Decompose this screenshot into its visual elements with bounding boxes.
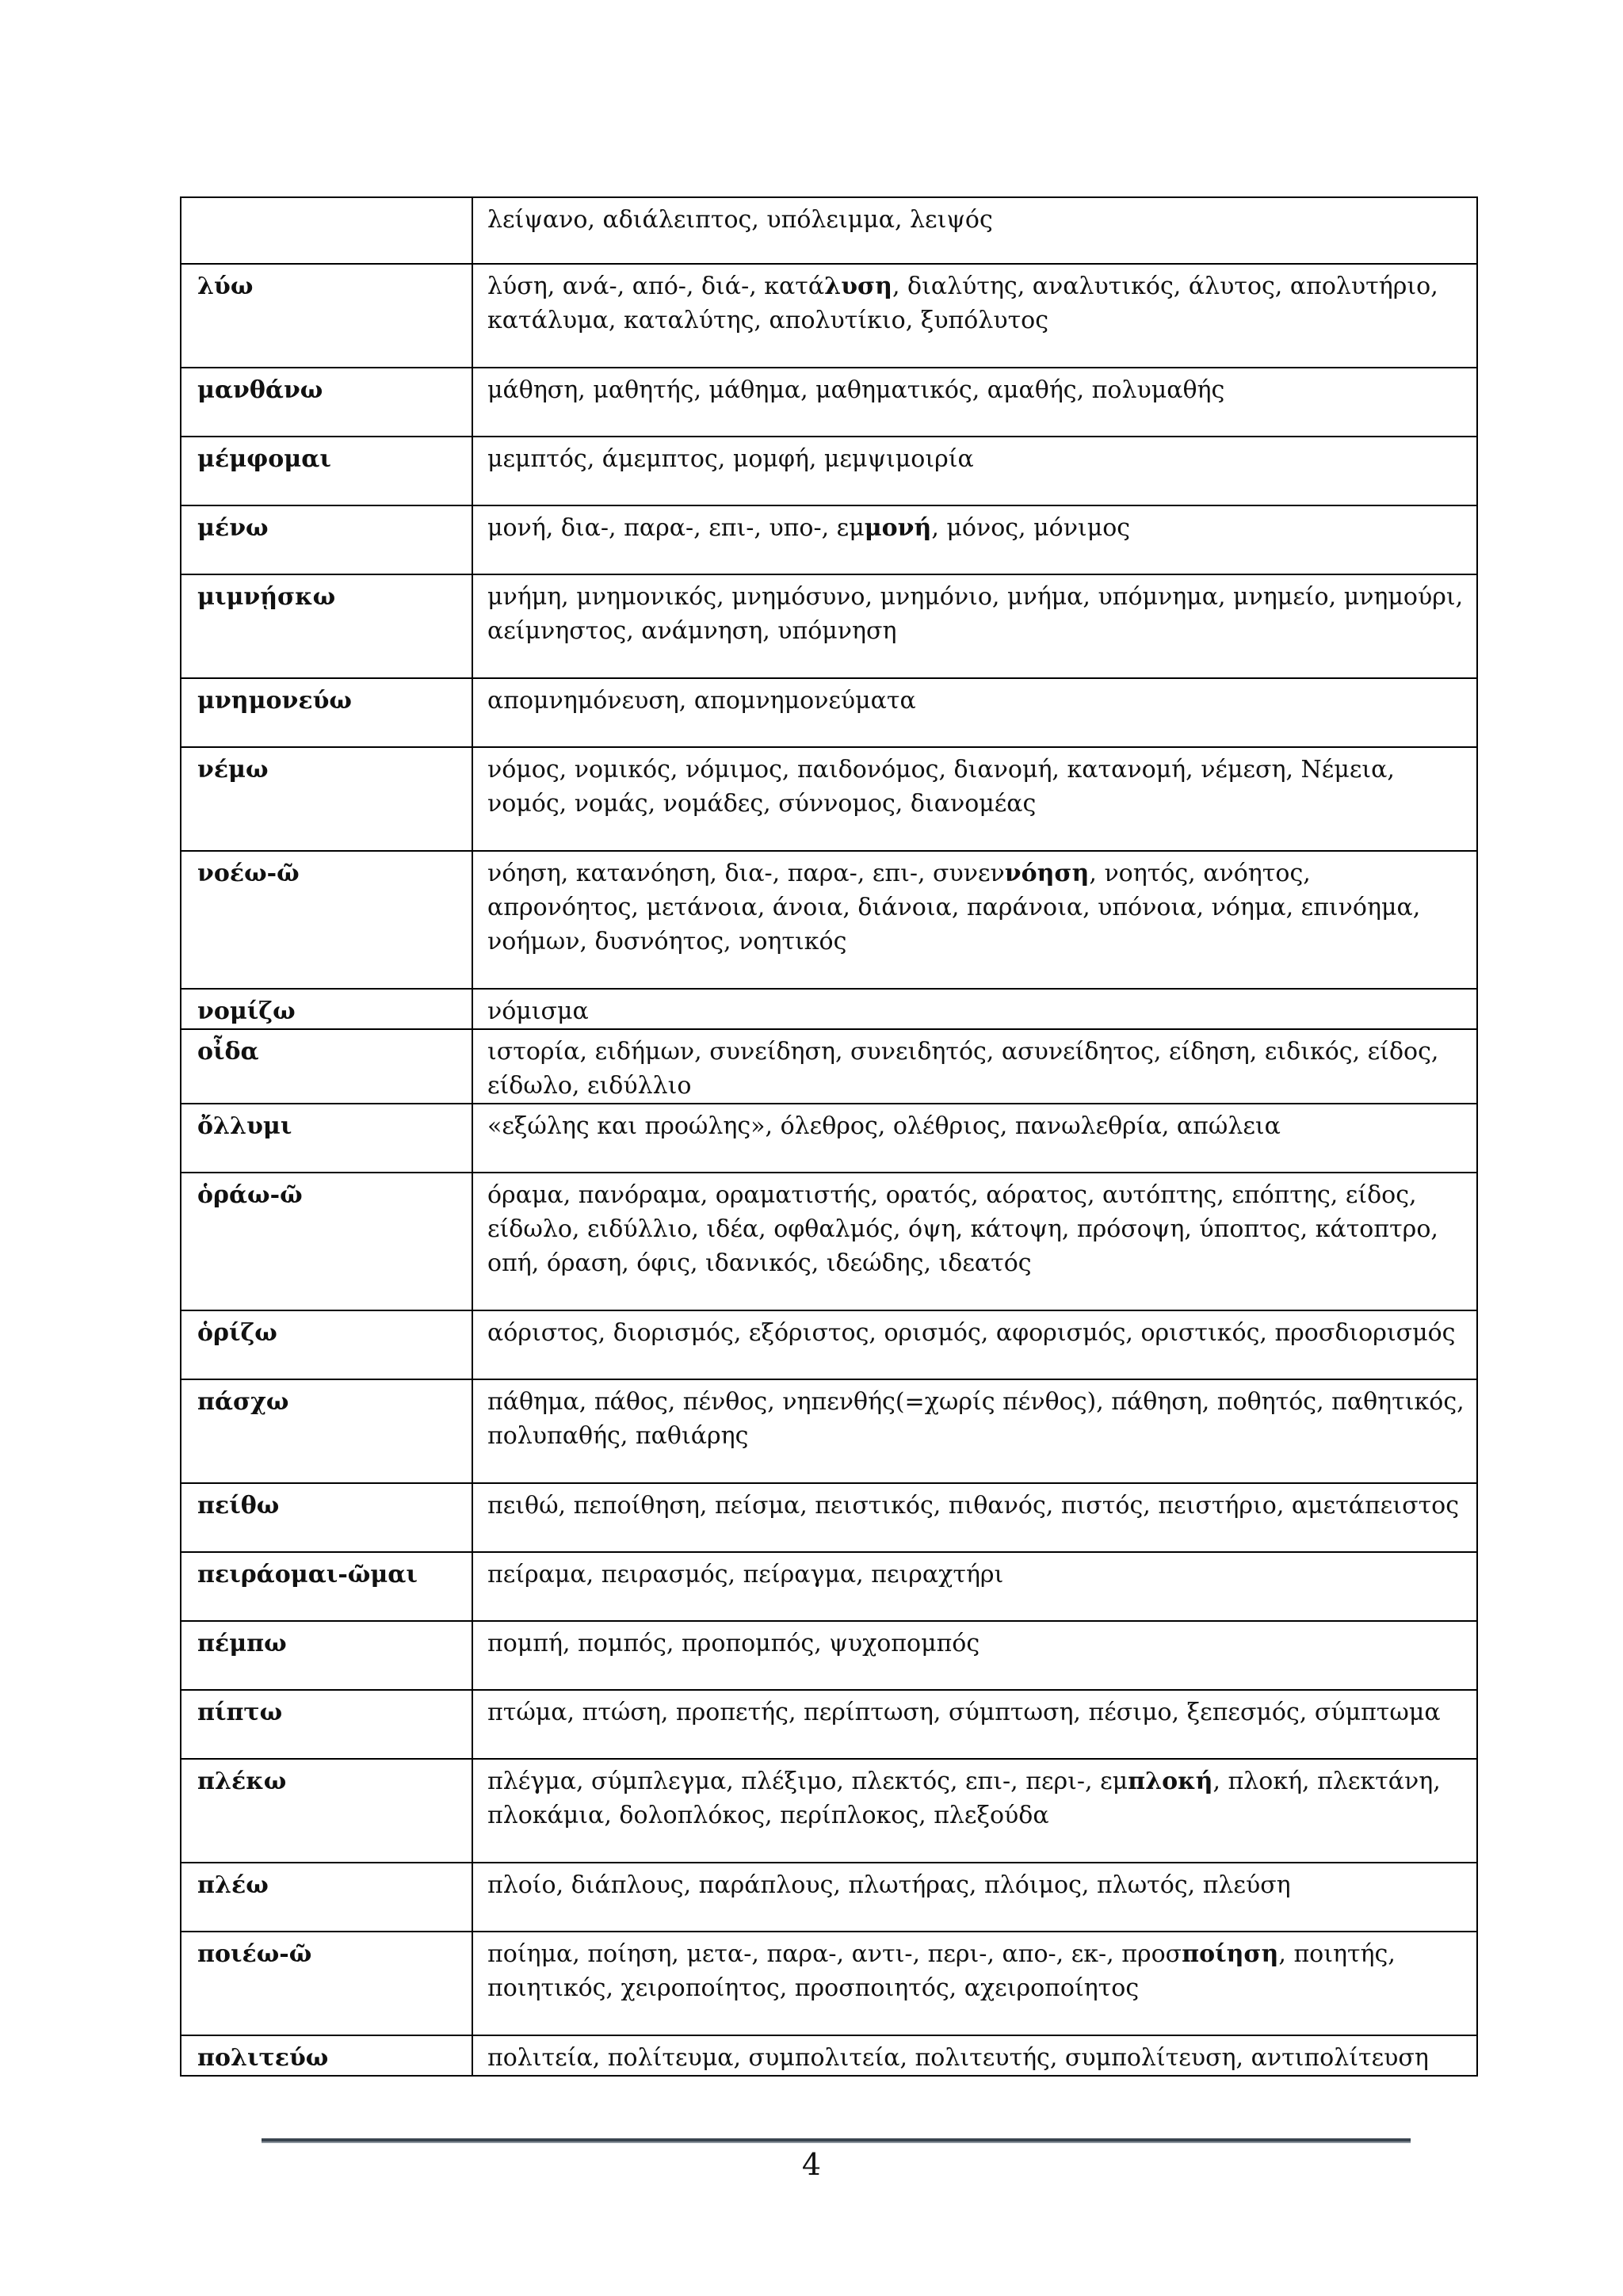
root-word-cell: πάσχω (181, 1379, 472, 1483)
vocabulary-table (180, 196, 1478, 2077)
highlighted-derivative: λυση (824, 273, 892, 300)
derivatives-text: λείψανο, αδιάλειπτος, υπόλειμμα, λειψός (487, 206, 993, 234)
derivatives-text: μνήμη, μνημονικός, μνημόσυνο, μνημόνιο, μνήμα, υπόμνημα, μνημείο, μνημούρι, αείμνηστος, ανάμνηση, υπόμνηση (487, 583, 1464, 645)
table-row (181, 1863, 1477, 1932)
root-word-cell: πειράομαι-ῶμαι (181, 1552, 472, 1621)
footer-rule (262, 2138, 1411, 2143)
root-word-cell: ποιέω-ῶ (181, 1932, 472, 2035)
derivatives-text: «εξώλης και προώλης», όλεθρος, ολέθριος, πανωλεθρία, απώλεια (487, 1112, 1281, 1140)
root-word-cell: πλέκω (181, 1759, 472, 1863)
derivatives-cell (472, 1863, 1477, 1932)
derivatives-text: πειθώ, πεποίθηση, πείσμα, πειστικός, πιθανός, πιστός, πειστήριο, αμετάπειστος (487, 1492, 1460, 1520)
derivatives-text: , διαλύτης, αναλυτικός, άλυτος, απολυτήριο, κατάλυμα, καταλύτης, απολυτίκιο, ξυπόλυτος (487, 273, 1438, 334)
derivatives-text: πλοίο, διάπλους, παράπλους, πλωτήρας, πλόιμος, πλωτός, πλεύση (487, 1871, 1291, 1899)
root-word-cell: λύω (181, 264, 472, 368)
table-row (181, 1310, 1477, 1379)
table-row (181, 368, 1477, 437)
derivatives-text: πλέγμα, σύμπλεγμα, πλέξιμο, πλεκτός, επι-, περι-, εμ (487, 1768, 1128, 1795)
page-number: 4 (801, 2147, 822, 2182)
derivatives-text: πείραμα, πειρασμός, πείραγμα, πειραχτήρι (487, 1561, 1004, 1589)
table-row (181, 437, 1477, 505)
root-word-cell: νομίζω (181, 989, 472, 1029)
root-word-cell: νοέω-ῶ (181, 851, 472, 989)
root-word-cell: πέμπω (181, 1621, 472, 1690)
derivatives-text: , ποιητής, ποιητικός, χειροποίητος, προσποιητός, αχειροποίητος (487, 1940, 1396, 2002)
derivatives-cell (472, 1310, 1477, 1379)
derivatives-cell (472, 437, 1477, 505)
table-row (181, 1759, 1477, 1863)
derivatives-text: πομπή, πομπός, προπομπός, ψυχοπομπός (487, 1630, 980, 1657)
derivatives-text: , μόνος, μόνιμος (931, 514, 1131, 542)
derivatives-text: λύση, ανά-, από-, διά-, κατά (487, 273, 825, 300)
root-word-cell: ὁράω-ῶ (181, 1173, 472, 1310)
derivatives-cell (472, 851, 1477, 989)
derivatives-text: νόηση, κατανόηση, δια-, παρα-, επι-, συνεν (487, 860, 1005, 887)
derivatives-cell (472, 1483, 1477, 1552)
table-row (181, 574, 1477, 678)
root-word-cell: πλέω (181, 1863, 472, 1932)
root-word-cell (181, 197, 472, 264)
derivatives-text: απομνημόνευση, απομνημονεύματα (487, 687, 916, 715)
highlighted-derivative: πλοκή (1128, 1768, 1213, 1795)
derivatives-cell (472, 747, 1477, 851)
derivatives-cell (472, 505, 1477, 574)
table-row (181, 1690, 1477, 1759)
root-word-cell: νέμω (181, 747, 472, 851)
root-word-cell: πείθω (181, 1483, 472, 1552)
root-word-cell: μανθάνω (181, 368, 472, 437)
table-row (181, 505, 1477, 574)
table-row (181, 851, 1477, 989)
derivatives-cell (472, 264, 1477, 368)
derivatives-text: πτώμα, πτώση, προπετής, περίπτωση, σύμπτωση, πέσιμο, ξεπεσμός, σύμπτωμα (487, 1699, 1441, 1726)
root-word-cell: πίπτω (181, 1690, 472, 1759)
derivatives-text: ποίημα, ποίηση, μετα-, παρα-, αντι-, περι-, απο-, εκ-, προσ (487, 1940, 1182, 1968)
derivatives-cell (472, 1173, 1477, 1310)
table-row (181, 264, 1477, 368)
root-word-cell: μέμφομαι (181, 437, 472, 505)
derivatives-cell (472, 1932, 1477, 2035)
derivatives-text: μεμπτός, άμεμπτος, μομφή, μεμψιμοιρία (487, 445, 974, 473)
table-row (181, 1379, 1477, 1483)
derivatives-cell (472, 1029, 1477, 1104)
derivatives-cell (472, 574, 1477, 678)
derivatives-cell (472, 368, 1477, 437)
root-word-cell: μιμνῄσκω (181, 574, 472, 678)
derivatives-cell (472, 989, 1477, 1029)
table-row (181, 2035, 1477, 2076)
derivatives-text: , νοητός, ανόητος, απρονόητος, μετάνοια, άνοια, διάνοια, παράνοια, υπόνοια, νόημα, επινόημα, νοήμων, δυσνόητος, νοητικός (487, 860, 1421, 955)
derivatives-cell (472, 197, 1477, 264)
derivatives-cell (472, 1621, 1477, 1690)
table-row (181, 678, 1477, 747)
derivatives-cell (472, 2035, 1477, 2076)
table-row (181, 1029, 1477, 1104)
derivatives-text: νόμισμα (487, 997, 589, 1025)
derivatives-cell (472, 1552, 1477, 1621)
derivatives-text: πάθημα, πάθος, πένθος, νηπενθής(=χωρίς πένθος), πάθηση, ποθητός, παθητικός, πολυπαθής, παθιάρης (487, 1388, 1465, 1450)
root-word-cell: ὄλλυμι (181, 1104, 472, 1173)
derivatives-text: αόριστος, διορισμός, εξόριστος, ορισμός, αφορισμός, οριστικός, προσδιορισμός (487, 1319, 1456, 1347)
derivatives-text: , πλοκή, πλεκτάνη, πλοκάμια, δολοπλόκος, περίπλοκος, πλεξούδα (487, 1768, 1441, 1829)
derivatives-text: όραμα, πανόραμα, οραματιστής, ορατός, αόρατος, αυτόπτης, επόπτης, είδος, είδωλο, ειδύλλιο, ιδέα, οφθαλμός, όψη, κάτοψη, πρόσοψη, ύποπτος, κάτοπτρο, οπή, όραση, όφις, ιδανικός, ιδεώδης, ιδεατός (487, 1181, 1438, 1277)
derivatives-text: νόμος, νομικός, νόμιμος, παιδονόμος, διανομή, κατανομή, νέμεση, Νέμεια, νομός, νομάς, νομάδες, σύννομος, διανομέας (487, 756, 1395, 818)
highlighted-derivative: νόηση (1004, 860, 1090, 887)
table-row (181, 1173, 1477, 1310)
table-row (181, 197, 1477, 264)
derivatives-text: πολιτεία, πολίτευμα, συμπολιτεία, πολιτευτής, συμπολίτευση, αντιπολίτευση (487, 2044, 1429, 2072)
highlighted-derivative: μονή (864, 514, 932, 542)
table-row (181, 1552, 1477, 1621)
derivatives-text: μάθηση, μαθητής, μάθημα, μαθηματικός, αμαθής, πολυμαθής (487, 376, 1225, 404)
derivatives-cell (472, 678, 1477, 747)
table-row (181, 989, 1477, 1029)
table-row (181, 1932, 1477, 2035)
derivatives-cell (472, 1104, 1477, 1173)
root-word-cell: πολιτεύω (181, 2035, 472, 2076)
derivatives-cell (472, 1379, 1477, 1483)
highlighted-derivative: ποίηση (1182, 1940, 1279, 1968)
table-body (181, 197, 1477, 2076)
root-word-cell: ὁρίζω (181, 1310, 472, 1379)
root-word-cell: μένω (181, 505, 472, 574)
root-word-cell: μνημονεύω (181, 678, 472, 747)
derivatives-text: μονή, δια-, παρα-, επι-, υπο-, εμ (487, 514, 865, 542)
table-row (181, 747, 1477, 851)
root-word-cell: οἶδα (181, 1029, 472, 1104)
derivatives-cell (472, 1690, 1477, 1759)
table-row (181, 1483, 1477, 1552)
table-row (181, 1104, 1477, 1173)
derivatives-text: ιστορία, ειδήμων, συνείδηση, συνειδητός, ασυνείδητος, είδηση, ειδικός, είδος, είδωλο, ειδύλλιο (487, 1038, 1439, 1100)
derivatives-cell (472, 1759, 1477, 1863)
table-row (181, 1621, 1477, 1690)
